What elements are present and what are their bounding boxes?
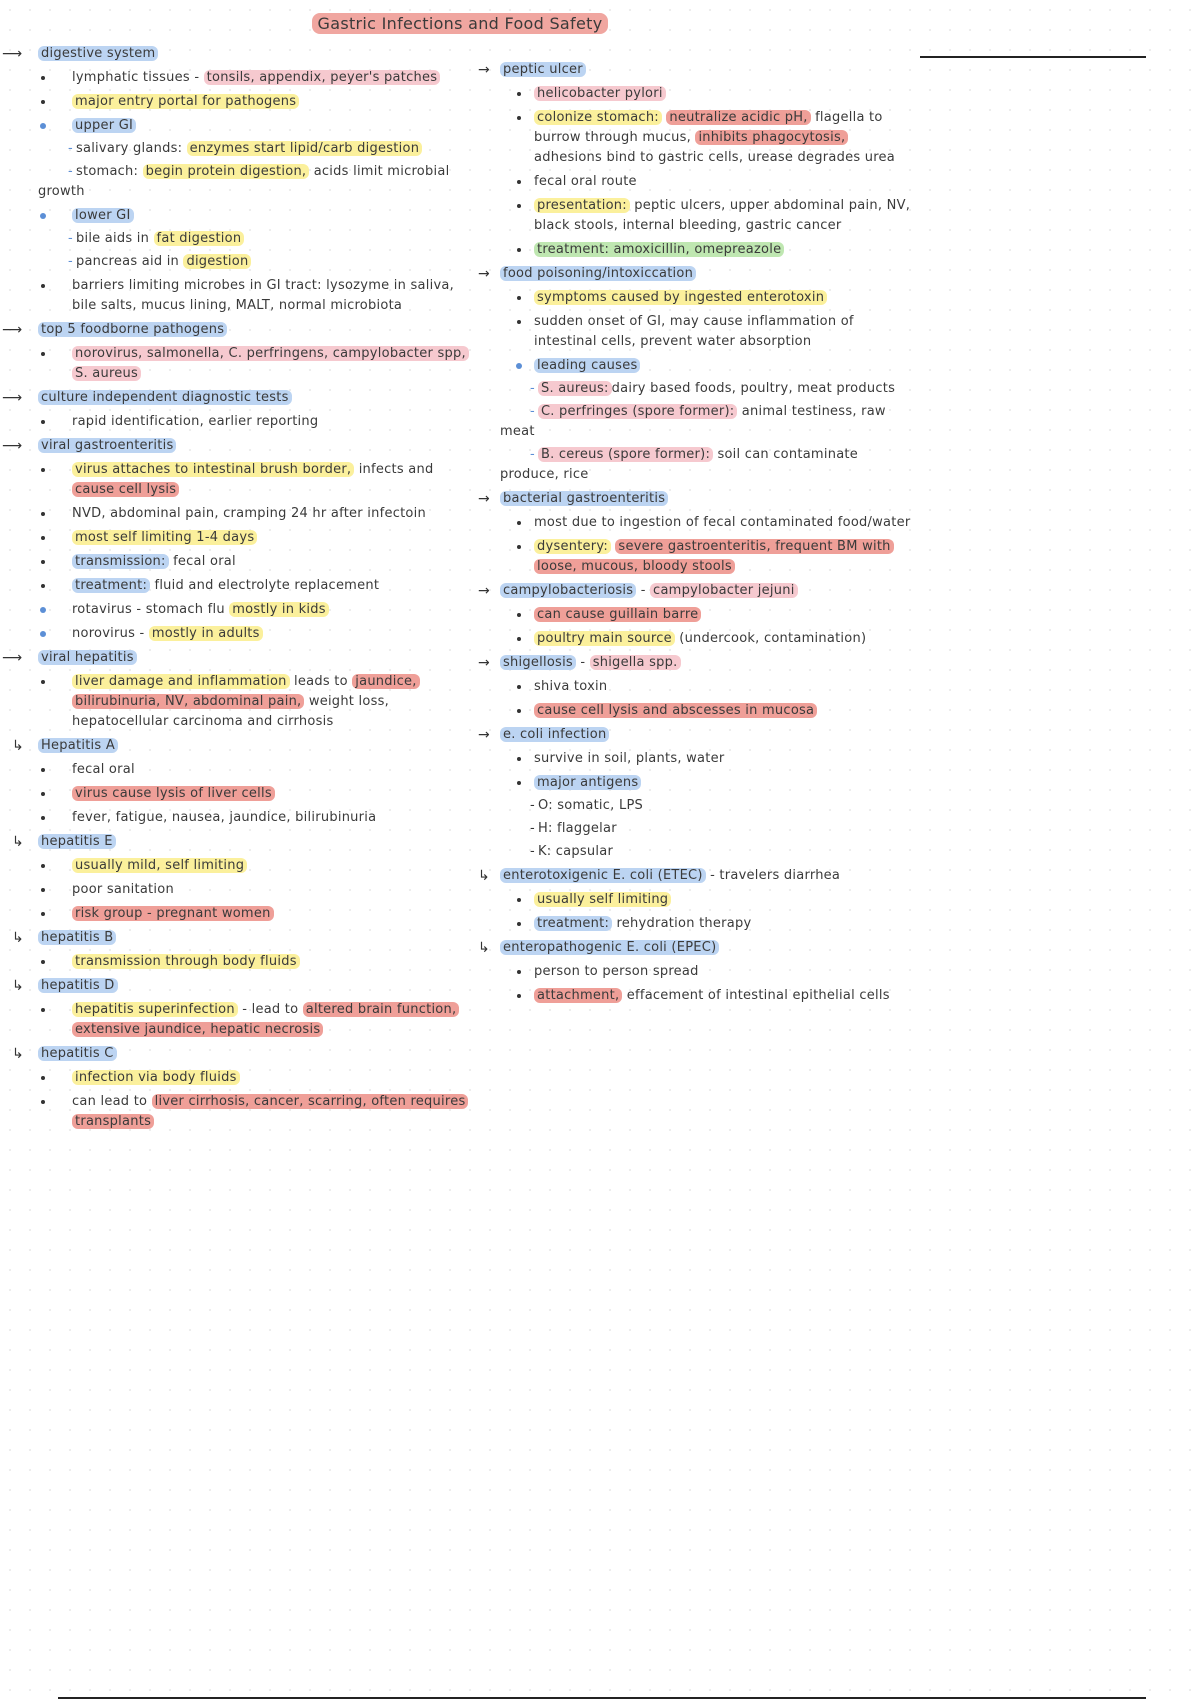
sub-item: - O: somatic, LPS [530,798,644,813]
sub-item: - pancreas aid in digestion [2,252,480,272]
arrow-right-icon: ⟶ [2,438,23,454]
section-heading-hep-d: ↳ hepatitis D [2,976,480,996]
list-item: norovirus, salmonella, C. perfringens, campylobacter spp, S. aureus [2,344,480,384]
list-item: fecal oral [2,760,480,780]
arrow-right-icon: ⟶ [2,650,23,666]
list-item: can cause guillain barre [478,605,918,625]
section-heading-cidt: ⟶ culture independent diagnostic tests [2,388,480,408]
list-item: liver damage and inflammation leads to jaundice, bilirubinuria, NV, abdominal pain, weight loss, hepatocellular carcinoma and cirrhosis [2,672,480,732]
page-title [0,14,920,33]
sub-item: - S. aureus: dairy based foods, poultry, meat products [530,381,896,396]
dash-marker: - [68,164,73,179]
arrow-right-icon: ⟶ [2,390,23,406]
elbow-arrow-icon: ↳ [12,930,24,946]
arrow-right-icon: → [478,491,490,507]
list-item: transmission: fecal oral [2,552,480,572]
sub-item: - H: flaggelar [530,821,617,836]
list-item: treatment: fluid and electrolyte replacement [2,576,480,596]
section-heading-hep-e: ↳ hepatitis E [2,832,480,852]
list-item: infection via body fluids [2,1068,480,1088]
section-heading-epec: ↳ enteropathogenic E. coli (EPEC) [478,938,918,958]
list-item: survive in soil, plants, water [478,749,918,769]
section-heading-hep-b: ↳ hepatitis B [2,928,480,948]
arrow-right-icon: → [478,727,490,743]
list-item: cause cell lysis and abscesses in mucosa [478,701,918,721]
list-item: symptoms caused by ingested enterotoxin [478,288,918,308]
right-column [478,56,918,1006]
list-item: person to person spread [478,962,918,982]
arrow-right-icon: ⟶ [2,46,23,62]
list-item: leading causes [478,356,918,376]
arrow-right-icon: ⟶ [2,322,23,338]
list-item: usually self limiting [478,890,918,910]
elbow-arrow-icon: ↳ [12,834,24,850]
list-item: usually mild, self limiting [2,856,480,876]
list-item: major entry portal for pathogens [2,92,480,112]
list-item: hepatitis superinfection - lead to altered brain function, extensive jaundice, hepatic necrosis [2,1000,480,1040]
section-heading-viral-hepatitis: ⟶ viral hepatitis [2,648,480,668]
section-heading-shigellosis: → shigellosis - shigella spp. [478,653,918,673]
list-item: upper GI [2,116,480,136]
list-item: poor sanitation [2,880,480,900]
list-item: virus attaches to intestinal brush border, infects and cause cell lysis [2,460,480,500]
section-heading-peptic-ulcer: → peptic ulcer [478,60,918,80]
sub-item: - bile aids in fat digestion [2,229,480,249]
list-item: rapid identification, earlier reporting [2,412,480,432]
dash-marker: - [530,447,535,462]
section-heading-hep-c: ↳ hepatitis C [2,1044,480,1064]
list-item: fecal oral route [478,172,918,192]
list-item: fever, fatigue, nausea, jaundice, bilirubinuria [2,808,480,828]
left-column [2,40,480,1132]
elbow-arrow-icon: ↳ [12,978,24,994]
list-item: treatment: rehydration therapy [478,914,918,934]
list-item: colonize stomach: neutralize acidic pH, flagella to burrow through mucus, inhibits phagocytosis, adhesions bind to gastric cells, urease degrades urea [478,108,918,168]
dash-marker: - [530,404,535,419]
list-item: norovirus - mostly in adults [2,624,480,644]
list-item: dysentery: severe gastroenteritis, frequent BM with loose, mucous, bloody stools [478,537,918,577]
list-item: helicobacter pylori [478,84,918,104]
list-item: sudden onset of GI, may cause inflammation of intestinal cells, prevent water absorption [478,312,918,352]
list-item: lymphatic tissues - tonsils, appendix, peyer's patches [2,68,480,88]
section-heading-hep-a: ↳ Hepatitis A [2,736,480,756]
section-heading-etec: ↳ enterotoxigenic E. coli (ETEC) - travelers diarrhea [478,868,841,884]
dash-marker: - [68,254,73,269]
section-heading-viral-gastro: ⟶ viral gastroenteritis [2,436,480,456]
list-item: most self limiting 1-4 days [2,528,480,548]
list-item: attachment, effacement of intestinal epithelial cells [478,986,918,1006]
section-heading-bacterial-gastro: → bacterial gastroenteritis [478,489,918,509]
section-heading-top5: ⟶ top 5 foodborne pathogens [2,320,480,340]
section-heading-digestive: ⟶ digestive system [2,44,480,64]
list-item: rotavirus - stomach flu mostly in kids [2,600,480,620]
elbow-arrow-icon: ↳ [12,1046,24,1062]
list-item: treatment: amoxicillin, omepreazole [478,240,918,260]
top-right-rule [920,56,1146,58]
dash-marker: - [530,798,535,813]
elbow-arrow-icon: ↳ [12,738,24,754]
dash-marker: - [530,844,535,859]
list-item: NVD, abdominal pain, cramping 24 hr after infectoin [2,504,480,524]
elbow-arrow-icon: ↳ [478,940,490,956]
sub-item: - C. perfringes (spore former): animal testiness, raw meat [500,404,886,439]
arrow-right-icon: → [478,655,490,671]
list-item: poultry main source (undercook, contamination) [478,629,918,649]
section-heading-ecoli: → e. coli infection [478,725,918,745]
list-item: shiva toxin [478,677,918,697]
sub-item: - salivary glands: enzymes start lipid/carb digestion [2,139,480,159]
dash-marker: - [68,141,73,156]
arrow-right-icon: → [478,266,490,282]
elbow-arrow-icon: ↳ [478,868,490,884]
arrow-right-icon: → [478,583,490,599]
title-highlight: Gastric Infections and Food Safety [312,13,609,34]
list-item: can lead to liver cirrhosis, cancer, scarring, often requires transplants [2,1092,480,1132]
dash-marker: - [530,821,535,836]
list-item: lower GI [2,206,480,226]
bottom-rule [58,1697,1146,1699]
list-item: major antigens [478,773,918,793]
section-heading-campylobacteriosis: → campylobacteriosis - campylobacter jejuni [478,581,918,601]
dash-marker: - [530,381,535,396]
sub-item: - B. cereus (spore former): soil can contaminate produce, rice [500,447,859,482]
section-heading-food-poisoning: → food poisoning/intoxiccation [478,264,918,284]
list-item: barriers limiting microbes in GI tract: lysozyme in saliva, bile salts, mucus lining, MALT, normal microbiota [2,276,480,316]
list-item: risk group - pregnant women [2,904,480,924]
list-item: most due to ingestion of fecal contaminated food/water [478,513,918,533]
list-item: presentation: peptic ulcers, upper abdominal pain, NV, black stools, internal bleeding, gastric cancer [478,196,918,236]
arrow-right-icon: → [478,62,490,78]
sub-item: - K: capsular [530,844,614,859]
list-item: transmission through body fluids [2,952,480,972]
sub-item: - stomach: begin protein digestion, acids limit microbial growth [38,164,450,199]
dash-marker: - [68,231,73,246]
list-item: virus cause lysis of liver cells [2,784,480,804]
